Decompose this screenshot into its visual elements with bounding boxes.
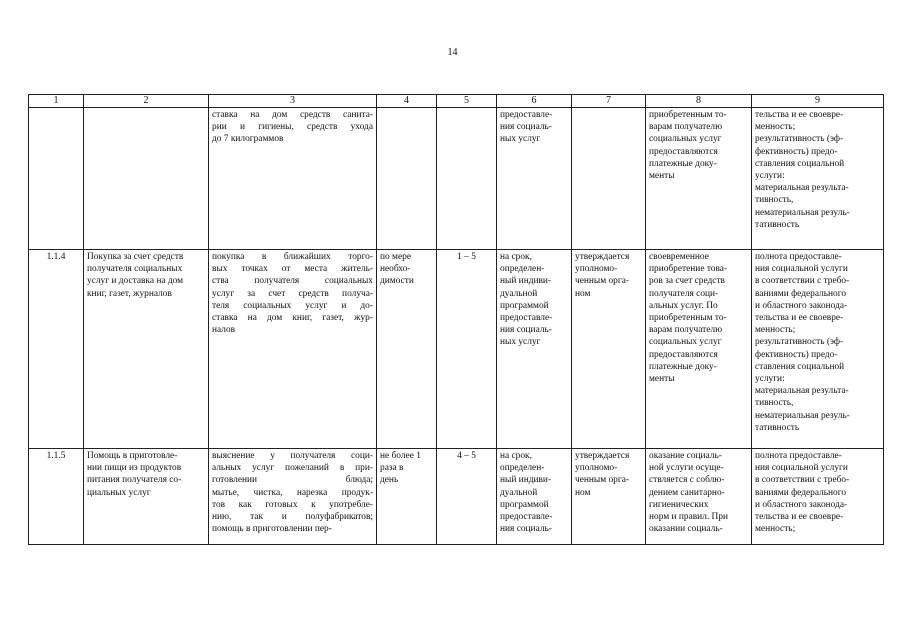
cell-text-line: ства получателя социальных	[212, 276, 373, 287]
cell-text-line: циальных услуг	[87, 487, 151, 498]
cell-text-line: димости	[380, 276, 414, 287]
cell-text-line: выяснение у получателя соци-	[212, 451, 373, 461]
column-header-5: 5	[437, 95, 497, 108]
cell-text-line: ченным орга-	[575, 475, 629, 486]
conditions-cell	[646, 250, 752, 449]
cell-text-line: приобретенным то-	[649, 110, 727, 120]
cell-text-line: 1.1.4	[46, 252, 66, 262]
cell-text-line: полнота предоставле-	[755, 252, 842, 262]
cell-text-line: и областного законода-	[755, 499, 848, 510]
cell-text-line: ния социальной услуги	[755, 463, 848, 474]
table-row	[29, 449, 884, 545]
column-header-4: 4	[377, 95, 437, 108]
item-number-cell	[29, 250, 84, 449]
cell-text-line: вых точках от места житель-	[212, 264, 373, 275]
cell-text-line: платежные доку-	[649, 158, 717, 169]
cell-text-line: ставления социальной	[755, 361, 845, 372]
cell-text-line: социальных услуг	[649, 337, 722, 348]
cell-text-line: ствляется с соблю-	[649, 475, 725, 486]
cell-text-line: услуг и доставка на дом	[87, 276, 184, 287]
cell-text-line: тативность	[755, 422, 800, 433]
item-number-cell	[29, 449, 84, 545]
cell-text-line: ной услуги осуще-	[649, 463, 724, 474]
cell-text-line: тативность	[755, 219, 800, 230]
cell-text-line: предоставле-	[500, 512, 553, 523]
service-description-cell	[209, 449, 377, 545]
tariff-cell	[572, 108, 646, 250]
column-header-9: 9	[752, 95, 884, 108]
cell-text-line: получателя соци-	[649, 288, 719, 299]
cell-text-line: тов как готовых к употребле-	[212, 499, 373, 510]
cell-text-line: менность;	[755, 325, 796, 336]
cell-text-line: варам получателю	[649, 325, 723, 336]
cell-text-line: книг, газет, журналов	[87, 288, 172, 299]
duration-cell	[437, 449, 497, 545]
cell-text-line: на срок,	[500, 451, 532, 461]
cell-text-line: 4 – 5	[457, 451, 476, 461]
cell-text-line: услуг за счет средств получа-	[212, 288, 373, 299]
service-name-cell	[84, 108, 209, 250]
cell-text-line: платежные доку-	[649, 361, 717, 372]
cell-text-line: помощь в приготовлении пер-	[212, 524, 332, 535]
cell-text-line: утверждается	[575, 451, 630, 461]
duration-cell	[437, 250, 497, 449]
cell-text-line: менность;	[755, 122, 796, 133]
cell-text-line: в соответствии с требо-	[755, 276, 850, 287]
cell-text-line: своевременное	[649, 252, 709, 262]
cell-text-line: тельства и ее своевре-	[755, 313, 844, 324]
cell-text-line: Помощь в приготовле-	[87, 451, 178, 461]
cell-text-line: ния социаль-	[500, 524, 552, 535]
duration-cell	[437, 108, 497, 250]
tariff-cell	[572, 250, 646, 449]
cell-text-line: нию, так и полуфабрикатов;	[212, 512, 373, 523]
cell-text-line: приобретенным то-	[649, 313, 727, 324]
cell-text-line: менность;	[755, 524, 796, 535]
cell-text-line: налов	[212, 325, 236, 336]
cell-text-line: полнота предоставле-	[755, 451, 842, 461]
term-cell	[497, 250, 572, 449]
cell-text-line: теля социальных услуг и до-	[212, 300, 373, 311]
cell-text-line: услуги:	[755, 374, 785, 385]
cell-text-line: альных услуг пожеланий в при-	[212, 463, 373, 474]
cell-text-line: программой	[500, 499, 549, 510]
table-row	[29, 108, 884, 250]
page-number: 14	[447, 47, 458, 58]
cell-text-line: ченным орга-	[575, 276, 629, 287]
service-name-cell	[84, 250, 209, 449]
cell-text-line: ния социаль-	[500, 122, 552, 133]
cell-text-line: ном	[575, 487, 591, 498]
cell-text-line: тивность,	[755, 398, 794, 409]
cell-text-line: материальная результа-	[755, 386, 849, 397]
cell-text-line: менты	[649, 171, 675, 182]
cell-text-line: варам получателю	[649, 122, 723, 133]
cell-text-line: и областного законода-	[755, 300, 848, 311]
cell-text-line: ния социаль-	[500, 325, 552, 336]
cell-text-line: фективность) предо-	[755, 146, 838, 157]
column-header-3: 3	[209, 95, 377, 108]
cell-text-line: материальная результа-	[755, 183, 849, 194]
cell-text-line: тивность,	[755, 195, 794, 206]
cell-text-line: ров за счет средств	[649, 276, 725, 287]
cell-text-line: в соответствии с требо-	[755, 475, 850, 486]
cell-text-line: ставка на дом книг, газет, жур-	[212, 313, 373, 324]
cell-text-line: нематериальная резуль-	[755, 207, 850, 218]
cell-text-line: нии пищи из продуктов	[87, 463, 182, 474]
cell-text-line: Покупка за счет средств	[87, 252, 184, 262]
cell-text-line: ных услуг	[500, 337, 541, 348]
quality-indicators-cell	[752, 108, 884, 250]
item-number-cell	[29, 108, 84, 250]
cell-text-line: день	[380, 475, 399, 486]
service-description-cell	[209, 108, 377, 250]
cell-text-line: ный индиви-	[500, 475, 552, 486]
cell-text-line: ных услуг	[500, 134, 541, 145]
conditions-cell	[646, 108, 752, 250]
cell-text-line: дуальной	[500, 487, 538, 498]
column-header-2: 2	[84, 95, 209, 108]
cell-text-line: питания получателя со-	[87, 475, 182, 486]
cell-text-line: уполномо-	[575, 264, 618, 275]
cell-text-line: норм и правил. При	[649, 512, 729, 523]
cell-text-line: ния социальной услуги	[755, 264, 848, 275]
frequency-cell	[377, 449, 437, 545]
cell-text-line: оказании социаль-	[649, 524, 723, 535]
cell-text-line: программой	[500, 300, 549, 311]
cell-text-line: дуальной	[500, 288, 538, 299]
cell-text-line: альных услуг. По	[649, 300, 718, 311]
cell-text-line: предоставляются	[649, 349, 718, 360]
cell-text-line: утверждается	[575, 252, 630, 262]
service-description-cell	[209, 250, 377, 449]
tariff-cell	[572, 449, 646, 545]
cell-text-line: ваниями федерального	[755, 288, 847, 299]
frequency-cell	[377, 250, 437, 449]
cell-text-line: уполномо-	[575, 463, 618, 474]
cell-text-line: ном	[575, 288, 591, 299]
cell-text-line: приобретение това-	[649, 264, 728, 275]
cell-text-line: нематериальная резуль-	[755, 410, 850, 421]
cell-text-line: дением санитарно-	[649, 487, 725, 498]
conditions-cell	[646, 449, 752, 545]
cell-text-line: определен-	[500, 463, 545, 474]
cell-text-line: до 7 килограммов	[212, 134, 284, 145]
cell-text-line: предоставле-	[500, 110, 553, 120]
cell-text-line: по мере	[380, 252, 411, 262]
cell-text-line: ставка на дом средств санита-	[212, 110, 373, 120]
term-cell	[497, 449, 572, 545]
cell-text-line: раза в	[380, 463, 404, 474]
cell-text-line: тельства и ее своевре-	[755, 110, 844, 120]
quality-indicators-cell	[752, 449, 884, 545]
cell-text-line: результативность (эф-	[755, 337, 844, 348]
cell-text-line: ваниями федерального	[755, 487, 847, 498]
cell-text-line: гигиенических	[649, 499, 709, 510]
cell-text-line: 1 – 5	[457, 252, 476, 262]
cell-text-line: необхо-	[380, 264, 411, 275]
cell-text-line: получателя социальных	[87, 264, 183, 275]
services-table	[28, 94, 884, 545]
frequency-cell	[377, 108, 437, 250]
table-row	[29, 250, 884, 449]
term-cell	[497, 108, 572, 250]
cell-text-line: ставления социальной	[755, 158, 845, 169]
cell-text-line: тельства и ее своевре-	[755, 512, 844, 523]
cell-text-line: менты	[649, 374, 675, 385]
cell-text-line: фективность) предо-	[755, 349, 838, 360]
column-header-6: 6	[497, 95, 572, 108]
cell-text-line: ный индиви-	[500, 276, 552, 287]
cell-text-line: 1.1.5	[46, 451, 66, 461]
service-name-cell	[84, 449, 209, 545]
cell-text-line: предоставле-	[500, 313, 553, 324]
cell-text-line: готовлении блюда;	[212, 475, 373, 486]
cell-text-line: определен-	[500, 264, 545, 275]
cell-text-line: покупка в ближайших торго-	[212, 252, 373, 262]
cell-text-line: на срок,	[500, 252, 532, 262]
column-header-7: 7	[572, 95, 646, 108]
column-header-1: 1	[29, 95, 84, 108]
cell-text-line: результативность (эф-	[755, 134, 844, 145]
cell-text-line: не более 1	[380, 451, 421, 461]
cell-text-line: оказание социаль-	[649, 451, 722, 461]
cell-text-line: услуги:	[755, 171, 785, 182]
cell-text-line: рии и гигиены, средств ухода	[212, 122, 373, 133]
column-header-8: 8	[646, 95, 752, 108]
cell-text-line: мытье, чистка, нарезка продук-	[212, 487, 373, 498]
quality-indicators-cell	[752, 250, 884, 449]
cell-text-line: предоставляются	[649, 146, 718, 157]
cell-text-line: социальных услуг	[649, 134, 722, 145]
column-number-row	[29, 95, 884, 108]
